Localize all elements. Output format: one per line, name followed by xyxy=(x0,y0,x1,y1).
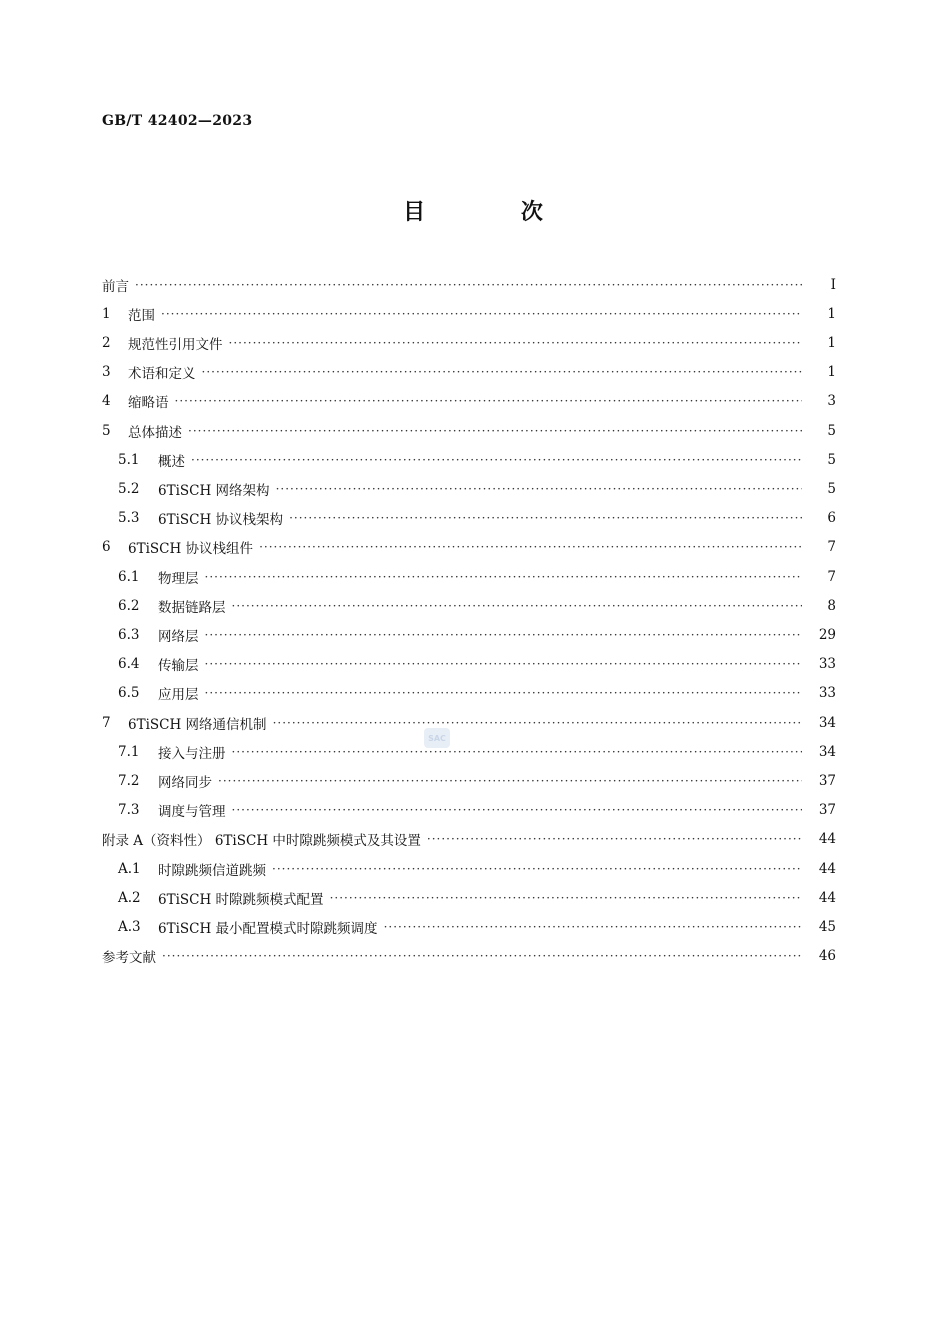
toc-entry-number: 2 xyxy=(102,334,111,351)
toc-entry-page: 29 xyxy=(818,626,836,643)
toc-entry-page: 5 xyxy=(827,451,836,468)
toc-entry-page: 44 xyxy=(818,889,836,906)
toc-dot-leader xyxy=(162,949,802,963)
toc-dot-leader xyxy=(191,453,802,467)
toc-entry-page: 37 xyxy=(818,772,836,789)
toc-entry[interactable] xyxy=(0,942,950,971)
toc-dot-leader xyxy=(229,336,803,350)
toc-dot-leader xyxy=(202,365,803,379)
toc-entry[interactable] xyxy=(0,504,950,533)
toc-dot-leader xyxy=(205,570,803,584)
toc-entry-number: 5.2 xyxy=(118,480,140,497)
toc-entry-page: 33 xyxy=(818,656,836,673)
toc-entry-label: 物理层 xyxy=(158,570,199,587)
toc-entry-number: A.1 xyxy=(118,860,141,877)
toc-entry-label: 范围 xyxy=(128,307,155,324)
toc-entry-number: 3 xyxy=(102,364,111,381)
toc-entry[interactable] xyxy=(0,328,950,357)
toc-entry-number: 6.3 xyxy=(118,626,140,643)
toc-entry-label: 总体描述 xyxy=(128,424,182,441)
toc-entry[interactable] xyxy=(0,416,950,445)
toc-entry-page: 1 xyxy=(827,305,836,322)
toc-entry-number: 6.5 xyxy=(118,685,140,702)
toc-dot-leader xyxy=(218,774,802,788)
toc-entry-page: 44 xyxy=(818,860,836,877)
toc-entry-label: 网络同步 xyxy=(158,774,212,791)
toc-entry-number: 4 xyxy=(102,393,111,410)
toc-entry-label: 应用层 xyxy=(158,687,199,704)
toc-entry-number: 1 xyxy=(102,305,111,322)
toc-entry-label: 规范性引用文件 xyxy=(128,336,223,353)
toc-dot-leader xyxy=(161,307,802,321)
toc-entry[interactable] xyxy=(0,474,950,503)
toc-entry[interactable] xyxy=(0,825,950,854)
toc-entry[interactable] xyxy=(0,679,950,708)
toc-entry-label: 数据链路层 xyxy=(158,599,226,616)
toc-entry-page: 1 xyxy=(827,364,836,381)
toc-entry-number: 7 xyxy=(102,714,111,731)
toc-entry[interactable] xyxy=(0,883,950,912)
toc-entry-page: Ⅰ xyxy=(830,276,836,293)
toc-entry[interactable] xyxy=(0,650,950,679)
toc-entry-page: 1 xyxy=(827,334,836,351)
toc-entry-number: 6 xyxy=(102,539,111,556)
toc-entry[interactable] xyxy=(0,387,950,416)
toc-entry-label: 6TiSCH 协议栈组件 xyxy=(128,541,254,558)
toc-dot-leader xyxy=(175,394,803,408)
toc-dot-leader xyxy=(188,424,802,438)
toc-entry-number: A.3 xyxy=(118,918,141,935)
toc-entry-number: 6.4 xyxy=(118,656,140,673)
toc-entry[interactable] xyxy=(0,620,950,649)
toc-dot-leader xyxy=(205,686,803,700)
toc-entry[interactable] xyxy=(0,796,950,825)
toc-entry-label: 6TiSCH 最小配置模式时隙跳频调度 xyxy=(158,920,378,937)
toc-entry-number: 5.3 xyxy=(118,510,140,527)
toc-dot-leader xyxy=(289,511,802,525)
toc-entry-page: 45 xyxy=(818,918,836,935)
toc-entry-page: 5 xyxy=(827,422,836,439)
toc-entry-number: 7.1 xyxy=(118,743,140,760)
toc-entry-page: 33 xyxy=(818,685,836,702)
toc-entry[interactable] xyxy=(0,562,950,591)
toc-dot-leader xyxy=(273,716,802,730)
page-title: 目 次 xyxy=(403,200,587,225)
toc-entry-number: 7.2 xyxy=(118,772,140,789)
toc-entry[interactable] xyxy=(0,299,950,328)
toc-entry[interactable] xyxy=(0,358,950,387)
toc-entry-page: 5 xyxy=(827,480,836,497)
toc-entry[interactable] xyxy=(0,445,950,474)
toc-entry-page: 7 xyxy=(827,568,836,585)
toc-dot-leader xyxy=(330,891,802,905)
toc-dot-leader xyxy=(205,657,803,671)
toc-entry-label: 6TiSCH 协议栈架构 xyxy=(158,512,284,529)
toc-entry[interactable] xyxy=(0,270,950,299)
toc-entry-label: 术语和定义 xyxy=(128,366,196,383)
toc-entry-page: 37 xyxy=(818,802,836,819)
toc-entry-label: 传输层 xyxy=(158,658,199,675)
toc-entry[interactable] xyxy=(0,708,950,737)
toc-entry-page: 44 xyxy=(818,831,836,848)
toc-entry-label: 时隙跳频信道跳频 xyxy=(158,862,266,879)
toc-entry[interactable] xyxy=(0,591,950,620)
standard-code: GB/T 42402—2023 xyxy=(102,113,253,129)
toc-entry-label: 6TiSCH 网络通信机制 xyxy=(128,716,267,733)
toc-entry-page: 3 xyxy=(827,393,836,410)
toc-entry-label: 前言 xyxy=(102,278,129,295)
toc-entry-label: 概述 xyxy=(158,453,185,470)
toc-dot-leader xyxy=(427,832,802,846)
toc-entry[interactable] xyxy=(0,912,950,941)
toc-entry[interactable] xyxy=(0,533,950,562)
toc-entry-label: 调度与管理 xyxy=(158,804,226,821)
toc-dot-leader xyxy=(259,540,802,554)
toc-entry-page: 8 xyxy=(827,597,836,614)
toc-dot-leader xyxy=(232,803,803,817)
toc-entry-label: 6TiSCH 网络架构 xyxy=(158,482,270,499)
toc-entry-label: 接入与注册 xyxy=(158,745,226,762)
toc-entry-label: 网络层 xyxy=(158,628,199,645)
toc-entry-label: 6TiSCH 时隙跳频模式配置 xyxy=(158,891,324,908)
toc-dot-leader xyxy=(384,920,802,934)
toc-entry-page: 46 xyxy=(818,948,836,965)
watermark-logo: SAC xyxy=(424,728,450,748)
toc-entry-label: 附录 A（资料性） 6TiSCH 中时隙跳频模式及其设置 xyxy=(102,833,421,850)
toc-entry-number: 5.1 xyxy=(118,451,140,468)
toc-entry[interactable] xyxy=(0,854,950,883)
toc-dot-leader xyxy=(232,745,803,759)
toc-entry[interactable] xyxy=(0,737,950,766)
toc-entry-number: 6.2 xyxy=(118,597,140,614)
toc-entry-label: 参考文献 xyxy=(102,950,156,967)
toc-dot-leader xyxy=(272,862,802,876)
toc-dot-leader xyxy=(205,628,803,642)
toc-entry-number: 7.3 xyxy=(118,802,140,819)
toc-dot-leader xyxy=(276,482,802,496)
toc-entry[interactable] xyxy=(0,766,950,795)
toc-entry-label: 缩略语 xyxy=(128,395,169,412)
toc-entry-number: 6.1 xyxy=(118,568,140,585)
toc-entry-page: 6 xyxy=(827,510,836,527)
toc-entry-page: 34 xyxy=(818,743,836,760)
toc-entry-page: 34 xyxy=(818,714,836,731)
toc-dot-leader xyxy=(232,599,803,613)
toc-dot-leader xyxy=(135,278,802,292)
toc-entry-number: 5 xyxy=(102,422,111,439)
toc-entry-page: 7 xyxy=(827,539,836,556)
toc-entry-number: A.2 xyxy=(118,889,141,906)
